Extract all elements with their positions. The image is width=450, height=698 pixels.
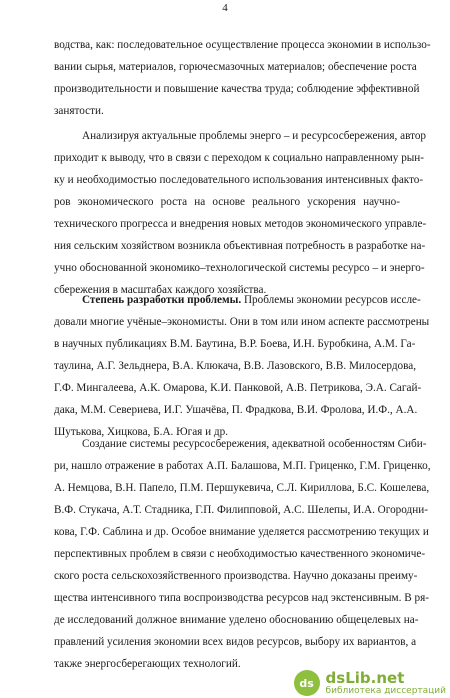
text-line: водства, как: последовательное осуществление процесса экономии в использо- xyxy=(54,39,431,51)
text-line: приходит к выводу, что в связи с переходом к социально направленному рын- xyxy=(54,152,425,164)
text-line: правлений усиления экономии всех видов ресурсов, выбору их вариантов, а xyxy=(54,636,417,648)
text-line: Шутькова, Хицкова, Б.А. Югая и др. xyxy=(54,426,228,438)
section-heading: Степень разработки проблемы. xyxy=(82,294,242,306)
text-line: перспективных проблем в связи с необходимостью качественного экономиче- xyxy=(54,548,426,560)
text-line: ри, нашло отражение в работах А.П. Балашова, М.П. Гриценко, Г.М. Гриценко, xyxy=(54,460,431,472)
text-line: вании сырья, материалов, горючесмазочных материалов; обеспечение роста xyxy=(54,61,417,73)
text-line: щества интенсивного типа воспроизводства ресурсов над экстенсивным. В ря- xyxy=(54,592,429,604)
watermark-text xyxy=(325,668,446,696)
text-line: дака, М.М. Севериева, И.Г. Ушачёва, П. Фрадкова, В.И. Фролова, И.Ф., А.А. xyxy=(54,404,418,416)
text-line: Г.Ф. Мингалеева, А.К. Омарова, К.И. Панковой, А.В. Петрикова, Э.А. Сагай- xyxy=(54,382,422,394)
text-line: де исследований должное внимание уделено обоснованию общецелевых на- xyxy=(54,614,419,626)
text-line: кова, Г.Ф. Саблина и др. Особое внимание уделяется рассмотрению текущих и xyxy=(54,526,429,538)
text-line: ку и необходимостью последовательного использования интенсивных факто- xyxy=(54,174,424,186)
text-line xyxy=(54,289,421,311)
paragraph-analysis xyxy=(54,125,427,301)
watermark-brand: dsLib.net xyxy=(325,668,405,687)
text-line: таулина, А.Г. Зельднера, В.А. Клюкача, В.В. Лазовского, В.В. Милосердова, xyxy=(54,360,417,372)
text-line: также энергосберегающих технологий. xyxy=(54,658,241,670)
text-line: ского роста сельскохозяйственного производства. Научно доказаны преиму- xyxy=(54,570,418,582)
text-line: сбережения в масштабах каждого хозяйства. xyxy=(54,284,267,296)
watermark-subtitle: библиотека диссертаций xyxy=(325,685,446,696)
text-line: в научных публикациях В.М. Баутина, В.Р. Боева, И.Н. Буробкина, А.М. Га- xyxy=(54,338,416,350)
text-line: занятости. xyxy=(54,105,104,117)
text-line: довали многие учёные–экономисты. Они в том или ином аспекте рассмотрены xyxy=(54,316,430,328)
body-text xyxy=(54,34,431,122)
text-line: учно обоснованной экономико–технологической системы ресурсо – и энерго- xyxy=(54,262,425,274)
text-line: технического прогресса и внедрения новых методов экономического управле- xyxy=(54,218,427,230)
text-line: Создание системы ресурсосбережения, адекватной особенностям Сиби- xyxy=(82,438,427,450)
dslib-watermark xyxy=(294,670,446,696)
text-line: В.Ф. Стукача, А.Т. Стадника, Г.П. Филипповой, А.С. Шелепы, И.А. Огородни- xyxy=(54,504,428,516)
paragraph-siberia xyxy=(54,433,431,675)
text-line: ния сельским хозяйством возникла объективная потребность в разработке на- xyxy=(54,240,426,252)
dslib-logo-icon: ds xyxy=(294,670,320,696)
text-line: производительности и повышение качества труда; соблюдение эффективной xyxy=(54,83,420,95)
text-line: ров экономического роста на основе реального ускорения научно- xyxy=(54,196,400,208)
text-line: А. Немцова, В.Н. Папело, П.М. Першукевича, С.Л. Кириллова, Б.С. Кошелева, xyxy=(54,482,430,494)
page-number: 4 xyxy=(222,2,228,14)
paragraph-research-degree xyxy=(54,289,430,443)
text-run: Проблемы экономии ресурсов иссле- xyxy=(243,294,421,306)
text-line: Анализируя актуальные проблемы энерго – и ресурсосбережения, автор xyxy=(82,130,427,142)
